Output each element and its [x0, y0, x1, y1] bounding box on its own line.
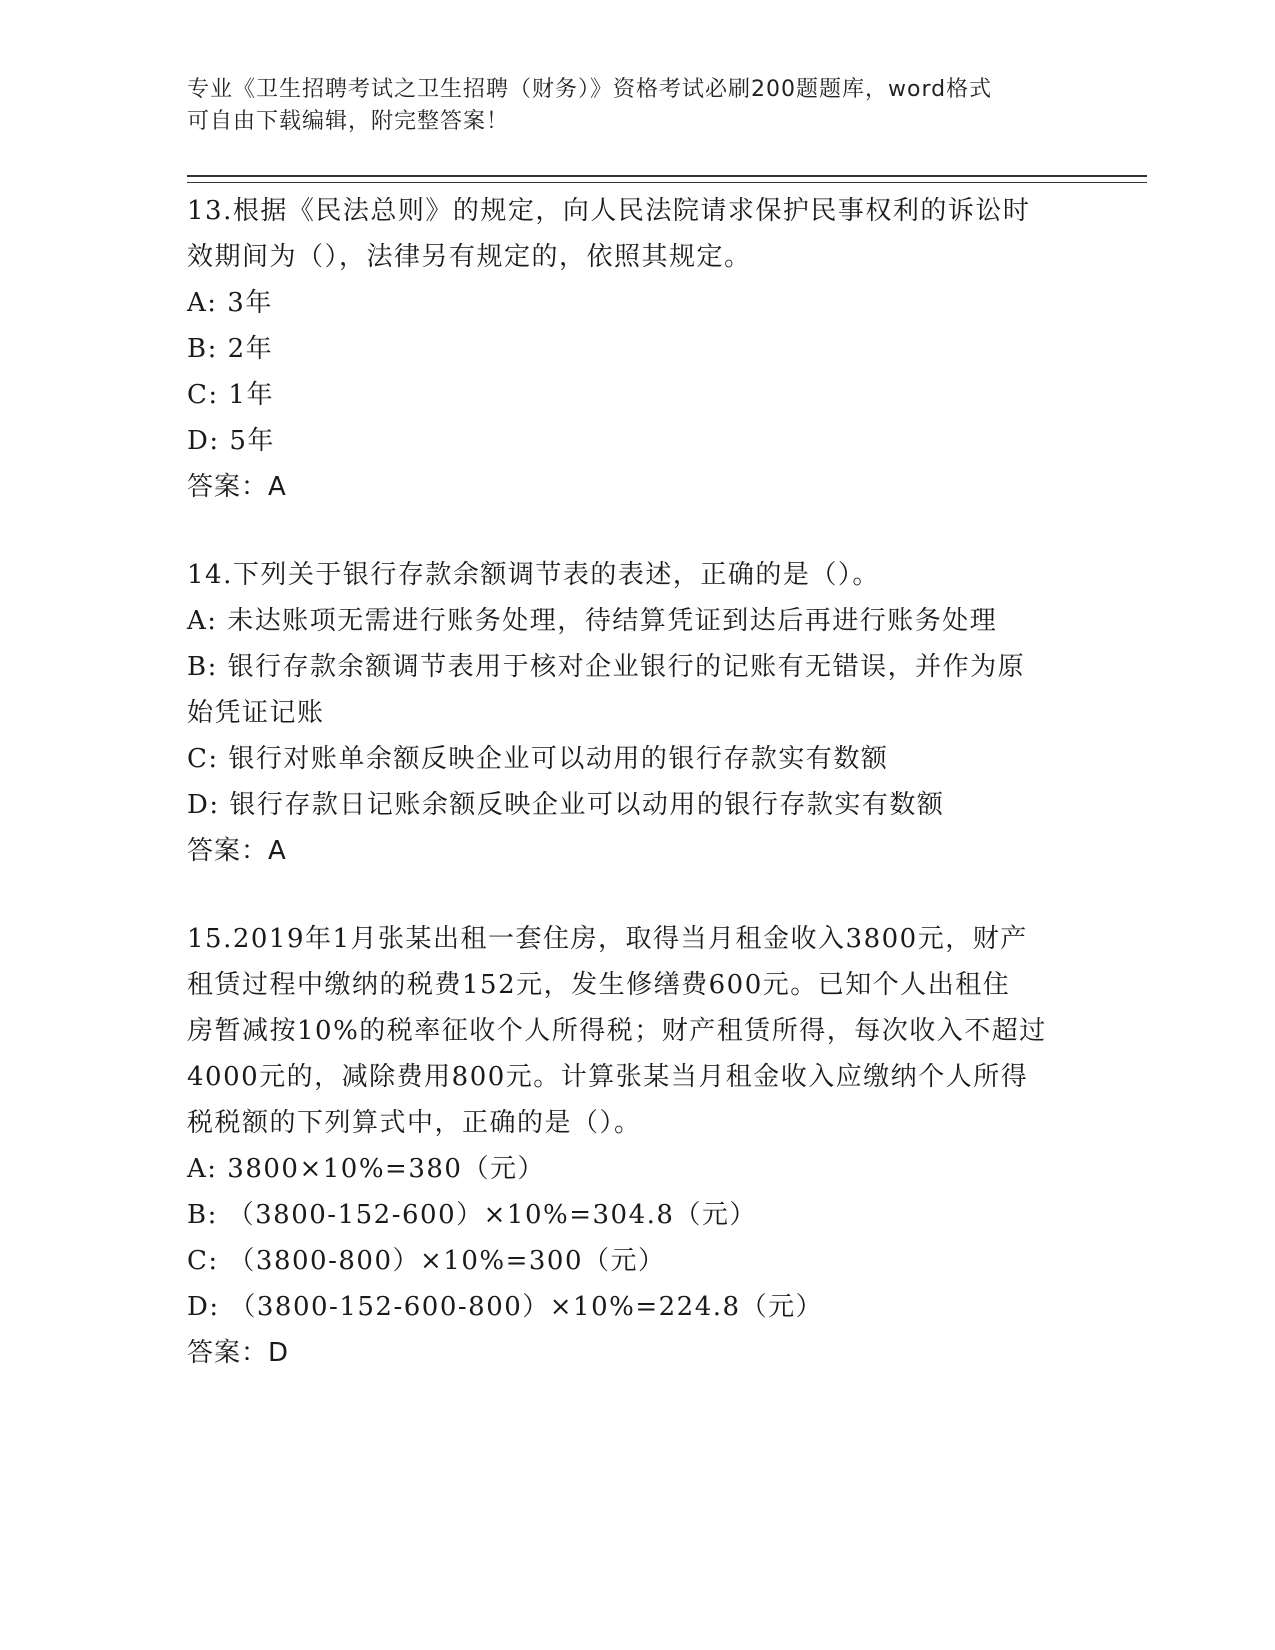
- question-stem-line: 房暂减按10%的税率征收个人所得税；财产租赁所得，每次收入不超过: [187, 1016, 1047, 1046]
- question-stem-line: 税税额的下列算式中，正确的是（）。: [187, 1108, 642, 1138]
- option-b: B: （3800-152-600）×10%=304.8（元）: [187, 1200, 757, 1230]
- option-c: C: 银行对账单余额反映企业可以动用的银行存款实有数额: [187, 744, 889, 774]
- question-stem-line: 15.2019年1月张某出租一套住房，取得当月租金收入3800元，财产: [187, 924, 1028, 954]
- option-c: C: 1年: [187, 380, 274, 410]
- question-15: [187, 916, 1087, 1376]
- option-b: B: 2年: [187, 334, 274, 364]
- question-stem-line: 效期间为（），法律另有规定的，依照其规定。: [187, 242, 752, 272]
- option-d: D: （3800-152-600-800）×10%=224.8（元）: [187, 1292, 824, 1322]
- header-line-1: 专业《卫生招聘考试之卫生招聘（财务）》资格考试必刷200题题库，word格式: [187, 77, 993, 102]
- header-line-2: 可自由下载编辑，附完整答案！: [187, 109, 510, 134]
- option-d: D: 银行存款日记账余额反映企业可以动用的银行存款实有数额: [187, 790, 945, 820]
- question-13: [187, 188, 1087, 510]
- header-divider-thick: [187, 175, 1147, 177]
- document-header: [187, 74, 1087, 138]
- question-list: [187, 188, 1087, 1418]
- option-a: A: 3年: [187, 288, 273, 318]
- question-stem-line: 租赁过程中缴纳的税费152元，发生修缮费600元。已知个人出租住: [187, 970, 1011, 1000]
- option-d: D: 5年: [187, 426, 275, 456]
- option-a: A: 未达账项无需进行账务处理，待结算凭证到达后再进行账务处理: [187, 606, 998, 636]
- header-divider-thin: [187, 182, 1147, 183]
- option-b: B: 银行存款余额调节表用于核对企业银行的记账有无错误，并作为原: [187, 652, 1026, 682]
- option-b-continued: 始凭证记账: [187, 698, 325, 728]
- option-a: A: 3800×10%=380（元）: [187, 1154, 545, 1184]
- question-stem-line: 13.根据《民法总则》的规定，向人民法院请求保护民事权利的诉讼时: [187, 196, 1031, 226]
- answer-label: 答案：D: [187, 1338, 290, 1368]
- question-stem-line: 4000元的，减除费用800元。计算张某当月租金收入应缴纳个人所得: [187, 1062, 1029, 1092]
- answer-label: 答案：A: [187, 836, 287, 866]
- question-stem-line: 14.下列关于银行存款余额调节表的表述，正确的是（）。: [187, 560, 880, 590]
- answer-label: 答案：A: [187, 472, 287, 502]
- question-14: [187, 552, 1087, 874]
- option-c: C: （3800-800）×10%=300（元）: [187, 1246, 666, 1276]
